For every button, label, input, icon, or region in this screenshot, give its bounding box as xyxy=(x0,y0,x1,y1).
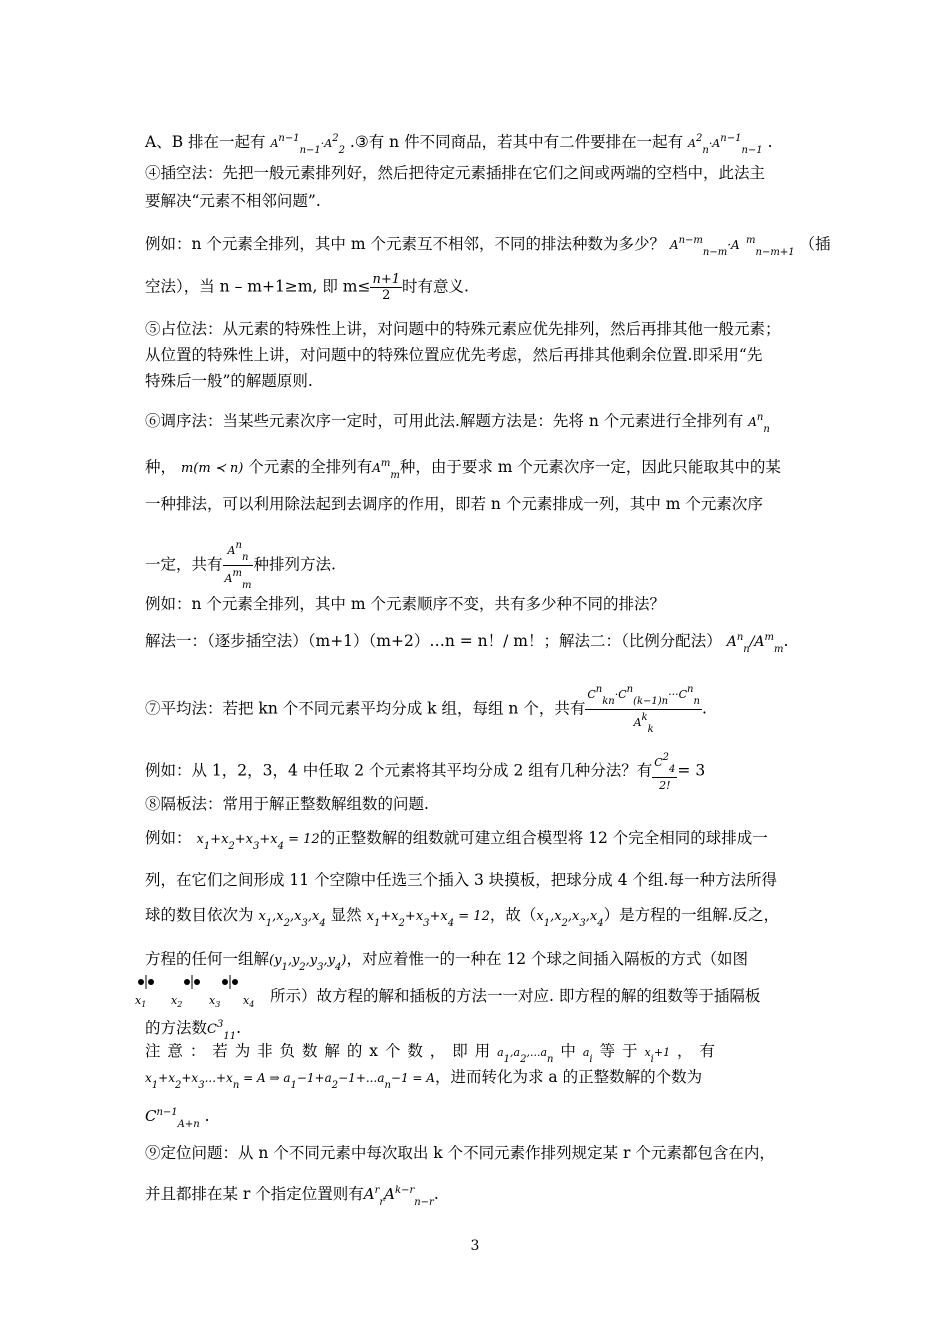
text-line xyxy=(145,904,810,935)
fraction-numerator: Ann xyxy=(223,538,254,566)
text-segment: ， 有 xyxy=(677,1042,715,1060)
text-segment: ⑦平均法：若把 kn 个不同元素平均分成 k 组，每组 n 个，共有 xyxy=(145,699,586,718)
partition-diagram xyxy=(135,974,260,1010)
fraction xyxy=(370,272,402,303)
text-segment: 等 于 xyxy=(599,1042,638,1060)
text-line xyxy=(145,538,810,593)
text-line: ⑧隔板法：常用于解正整数解组数的问题. xyxy=(145,795,429,813)
text-line xyxy=(145,407,810,441)
text-line: ⑨定位问题：从 n 个不同元素中每次取出 k 个不同元素作排列规定某 r 个元素都包含在内， xyxy=(145,1144,775,1162)
formula: An−1n−1·A22 xyxy=(270,133,345,156)
fraction-numerator: n+1 xyxy=(372,272,401,287)
formula: $x_1+x_2+x_3+x_4 = 12$ xyxy=(366,909,490,929)
diagram-label: $x_1$ xyxy=(135,994,147,1009)
text-segment: 例如：n 个元素全排列，其中 m 个元素互不相邻，不同的排法种数为多少？ xyxy=(145,235,665,253)
text-segment: A、B 排在一起有 xyxy=(145,133,266,151)
fraction-numerator: Cnkn·Cn(k−1)n···Cnn xyxy=(585,682,702,710)
text-segment: . xyxy=(767,133,773,151)
text-segment: . xyxy=(204,1107,210,1125)
text-segment: （插 xyxy=(799,235,831,253)
text-line xyxy=(145,827,810,858)
diagram-label: $x_4$ xyxy=(243,994,255,1009)
formula: ai xyxy=(582,1046,593,1065)
formula: $x_1+x_2+x_3+x_4 = 12$ xyxy=(196,832,320,852)
text-segment: . xyxy=(433,1185,439,1203)
text-segment: 空法），当 n – m+1≥m, 即 m≤ xyxy=(145,277,371,296)
text-segment: ，进而转化为求 a 的正整数解的个数为 xyxy=(434,1068,703,1086)
text-segment: 种排列方法. xyxy=(253,555,336,574)
text-line xyxy=(145,453,810,487)
formula: $C^{n-1}_{A+n}$ xyxy=(145,1107,200,1130)
fraction-denominator: Amm xyxy=(224,568,252,591)
fraction-denominator: 2! xyxy=(659,779,671,792)
formula: A2n·An−1n−1 xyxy=(688,133,763,156)
formula: $A^m_m$ xyxy=(372,458,400,481)
formula: $x_1+x_2+x_3...+x_n = A$ ⇒ $a_1-1+a_2-1+...a_n-1 = A$ xyxy=(145,1071,435,1091)
text-segment: 个元素的全排列有 xyxy=(248,458,373,476)
text-segment: 时有意义. xyxy=(402,277,469,296)
text-segment: 种， xyxy=(145,458,177,476)
partition-marks xyxy=(138,975,238,989)
text-line xyxy=(145,627,810,661)
text-line xyxy=(145,230,831,264)
text-segment: 方程的任何一组解 xyxy=(145,950,270,968)
fraction xyxy=(223,538,254,593)
formula: $A^n_n$ xyxy=(748,412,770,435)
text-line: 一种排法，可以利用除法起到去调序的作用，即若 n 个元素排成一列，其中 m 个元素次序 xyxy=(145,495,763,513)
formula: $x_1,x_2,x_3,x_4$ xyxy=(258,909,326,929)
text-segment: 球的数目依次为 xyxy=(145,906,254,924)
text-line: 列，在它们之间形成 11 个空隙中任选三个插入 3 块摸板，把球分成 4 个组.每一种方法所得 xyxy=(145,871,777,889)
formula: $x_1,x_2,x_3,x_4$ xyxy=(536,909,604,929)
text-segment: ⑥调序法：当某些元素次序一定时，可用此法.解题方法是：先将 n 个元素进行全排列有 xyxy=(145,412,744,430)
text-line xyxy=(145,128,810,162)
text-line xyxy=(145,1066,810,1097)
formula: $(y_1,y_2,y_3,y_4)$ xyxy=(269,953,347,973)
text-line: ④插空法：先把一般元素排列好，然后把待定元素插排在它们之间或两端的空档中，此法主 xyxy=(145,164,766,182)
text-line: 要解决“元素不相邻问题”. xyxy=(145,192,321,210)
text-segment: ）是方程的一组解.反之， xyxy=(603,906,780,924)
text-line: 例如：n 个元素全排列，其中 m 个元素顺序不变，共有多少种不同的排法？ xyxy=(145,595,665,613)
formula: $A^r_rA^{k-r}_{n-r}$ xyxy=(363,1185,434,1208)
text-line xyxy=(145,1180,810,1214)
text-segment: 例如：从 1，2，3，4 中任取 2 个元素将其平均分成 2 组有几种分法？有 xyxy=(145,761,653,780)
formula: m(m ≺ n) xyxy=(180,461,244,476)
text-segment: 的方法数 xyxy=(145,1019,208,1037)
formula: $A^n_n/A^m_m$ xyxy=(726,632,784,655)
text-line xyxy=(145,682,810,737)
text-segment: 所示）故方程的解和插板的方法一一对应. 即方程的解的组数等于插隔板 xyxy=(270,987,761,1005)
text-segment: . xyxy=(236,1019,242,1037)
diagram-label: $x_2$ xyxy=(171,994,183,1009)
text-segment: 例如： xyxy=(145,829,192,847)
text-segment: 的正整数解的组数就可建立组合模型将 12 个完全相同的球排成一 xyxy=(319,829,768,847)
text-line xyxy=(145,1102,810,1136)
text-segment: = 3 xyxy=(677,761,706,780)
text-segment: . xyxy=(783,632,789,650)
diagram-label: $x_3$ xyxy=(209,994,221,1009)
text-segment: 一定，共有 xyxy=(145,555,223,574)
text-line: 特殊后一般”的解题原则. xyxy=(145,372,313,390)
text-segment: 种，由于要求 m 个元素次序一定，因此只能取其中的某 xyxy=(399,458,781,476)
formula: $C^3_{11}$ xyxy=(207,1019,237,1042)
text-segment: . xyxy=(701,699,707,718)
text-line: 从位置的特殊性上讲，对问题中的特殊位置应优先考虑，然后再排其他剩余位置.即采用“先 xyxy=(145,346,763,364)
text-segment: 中 xyxy=(560,1042,576,1060)
text-segment: ，故（ xyxy=(489,906,537,924)
page-number: 3 xyxy=(470,1238,480,1254)
text-segment: ，对应着惟一的一种在 12 个球之间插入隔板的方式（如图 xyxy=(346,950,749,968)
formula: a1,a2,...an xyxy=(497,1046,554,1065)
formula: xi+1 xyxy=(644,1046,671,1065)
formula: $A^{n-m}_{n-m}\cdot A$ $^m_{n-m+1}$ xyxy=(669,235,795,258)
text-line: ⑤占位法：从元素的特殊性上讲，对问题中的特殊元素应优先排列，然后再排其他一般元素； xyxy=(145,320,781,338)
text-segment: 显然 xyxy=(330,906,362,924)
text-segment: 并且都排在某 r 个指定位置则有 xyxy=(145,1185,364,1203)
text-segment: .③有 n 件不同商品，若其中有二件要排在一起有 xyxy=(349,133,684,151)
text-segment: 解法一：（逐步插空法）（m+1）（m+2）…n = n！/ m！；解法二：（比例分配法） xyxy=(145,632,722,650)
fraction-denominator: 2 xyxy=(382,288,391,303)
fraction xyxy=(652,750,677,793)
text-segment: 注 意 ： 若 为 非 负 数 解 的 x 个 数 ， 即 用 xyxy=(145,1042,491,1060)
text-line xyxy=(135,980,810,1016)
text-line xyxy=(145,272,810,303)
fraction xyxy=(585,682,702,737)
fraction-numerator: C24 xyxy=(652,750,677,778)
fraction-denominator: Akk xyxy=(633,712,654,735)
text-line xyxy=(145,750,810,793)
